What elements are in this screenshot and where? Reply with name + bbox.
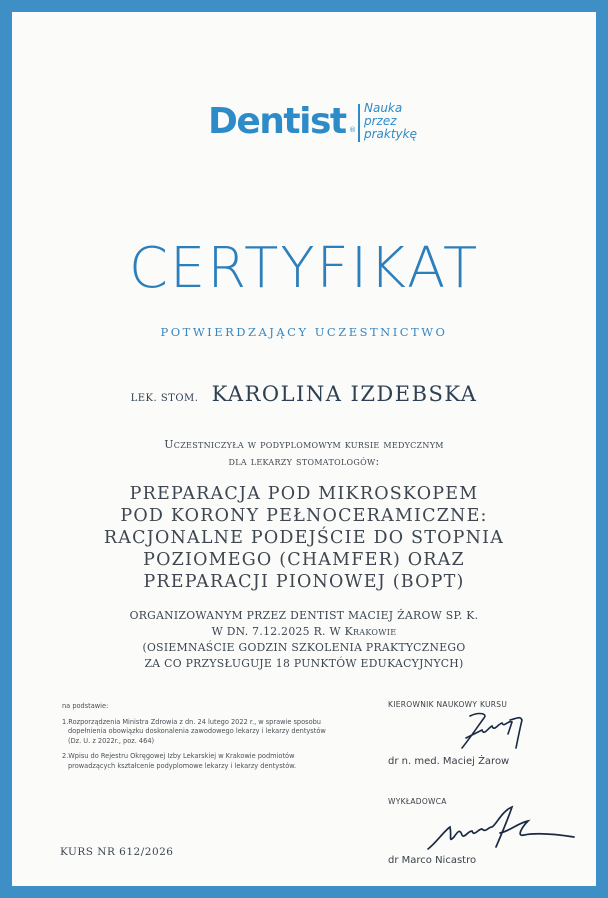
legal-basis-line: 2.Wpisu do Rejestru Okręgowej Izby Lekarskiej w Krakowie podmiotów (62, 752, 295, 760)
course-number: KURS NR 612/2026 (60, 846, 174, 858)
lecturer-signature (424, 803, 584, 859)
logo-registered-mark: ® (349, 126, 356, 134)
course-title-line: RACJONALNE PODEJŚCIE DO STOPNIA (103, 528, 505, 548)
organizer-line: W DN. 7.12.2025 R. W Krakowie (211, 625, 397, 638)
participation-line: Uczestniczyła w podyplomowym kursie medycznym (164, 438, 444, 451)
organizer-statement (12, 608, 596, 672)
legal-basis-line: prowadzących kształcenie podyplomowe lekarzy i lekarzy dentystów. (68, 761, 297, 770)
course-title (12, 483, 596, 593)
organizer-line: (OSIEMNAŚCIE GODZIN SZKOLENIA PRAKTYCZNEGO (142, 641, 466, 654)
recipient-prefix: LEK. STOM. (130, 393, 199, 404)
director-signature (448, 708, 558, 754)
course-title-line: PREPARACJA POD MIKROSKOPEM (129, 484, 479, 504)
legal-basis-item (62, 752, 352, 771)
lecturer-signature-block (388, 797, 588, 872)
participation-statement (12, 436, 596, 470)
director-label: KIEROWNIK NAUKOWY KURSU (388, 700, 508, 709)
course-title-line: PREPARACJI PIONOWEJ (BOPT) (143, 572, 465, 592)
logo-tagline-line: Nauka (364, 101, 403, 115)
legal-basis (62, 702, 352, 777)
lecturer-label: WYKŁADOWCA (388, 797, 447, 806)
legal-basis-line: (Dz. U. z 2022r., poz. 464) (68, 736, 155, 745)
director-signature-block (388, 700, 588, 770)
logo-tagline-line: praktykę (364, 127, 417, 141)
organizer-line: ORGANIZOWANYM PRZEZ DENTIST MACIEJ ŻAROW SP. K. (129, 609, 479, 622)
organizer-line: ZA CO PRZYSŁUGUJE 18 PUNKTÓW EDUKACYJNYCH) (144, 657, 464, 670)
logo-tagline (364, 102, 417, 141)
certificate-title: CERTYFIKAT (128, 236, 480, 301)
participation-line: dla lekarzy stomatologów: (228, 455, 380, 468)
director-name: dr n. med. Maciej Żarow (388, 756, 510, 767)
recipient-name: KAROLINA IZDEBSKA (211, 382, 478, 406)
logo-wordmark: Dentist (208, 101, 346, 142)
dentist-logo (208, 100, 438, 150)
course-title-line: POZIOMEGO (CHAMFER) ORAZ (143, 550, 465, 570)
legal-basis-line: dopełnienia obowiązku doskonalenia zawodowego lekarzy i lekarzy dentystów (68, 727, 326, 735)
recipient (12, 382, 596, 406)
course-title-line: POD KORONY PEŁNOCERAMICZNE: (120, 506, 488, 526)
lecturer-name: dr Marco Nicastro (388, 855, 477, 866)
logo-tagline-line: przez (364, 114, 397, 128)
certificate-subtitle: POTWIERDZAJĄCY UCZESTNICTWO (160, 325, 448, 339)
legal-basis-heading: na podstawie: (62, 702, 109, 710)
legal-basis-line: 1.Rozporządzenia Ministra Zdrowia z dn. 24 lutego 2022 r., w sprawie sposobu (62, 717, 321, 726)
logo-divider (358, 104, 360, 142)
legal-basis-item (62, 718, 352, 747)
